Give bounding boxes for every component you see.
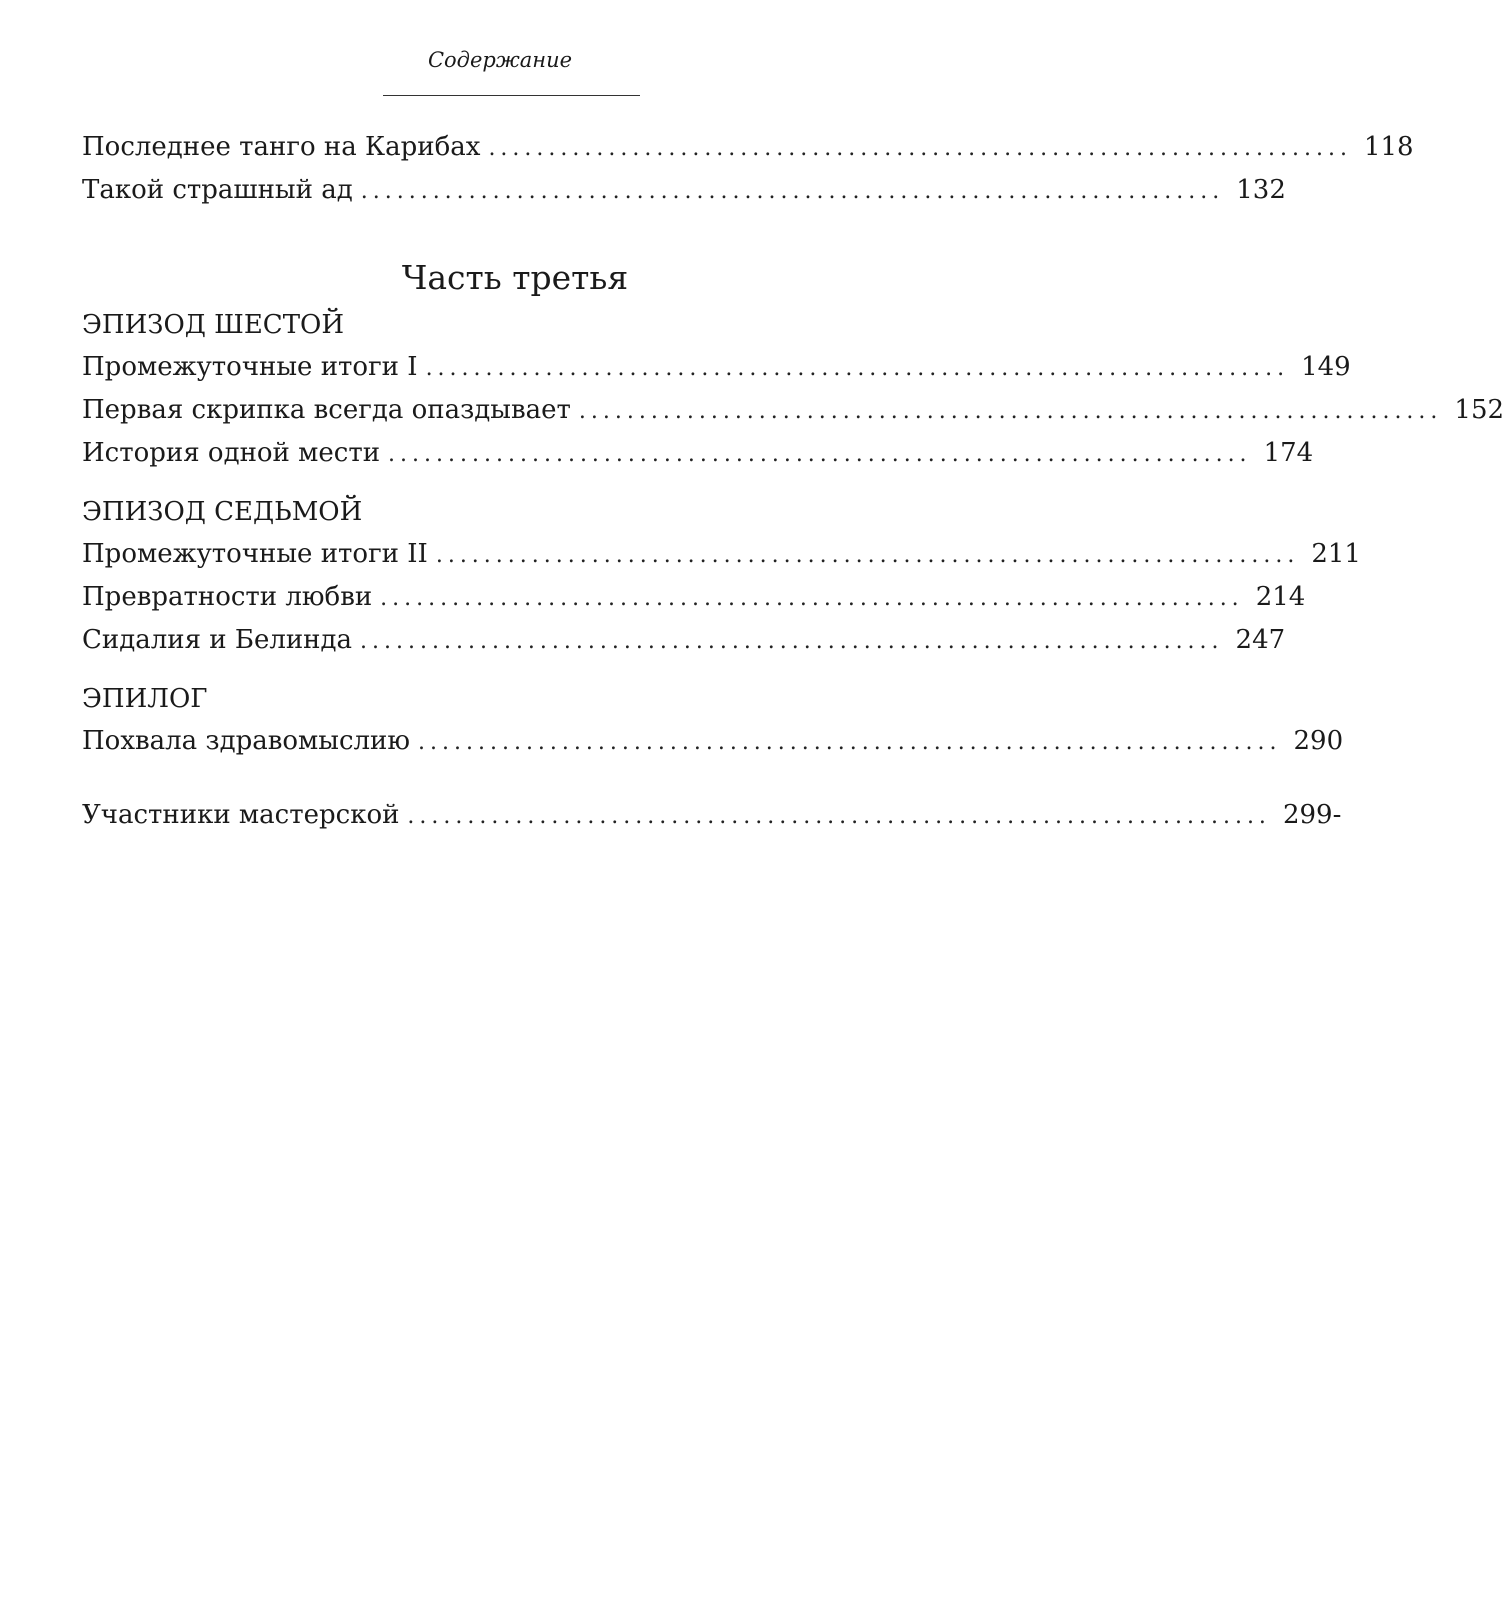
entry-title: Последнее танго на Карибах <box>82 132 481 162</box>
part-title: Часть третья <box>401 258 629 297</box>
dot-leader: ........................................................................ <box>578 399 1443 424</box>
episode-heading: ЭПИЗОД ШЕСТОЙ <box>82 310 345 340</box>
entry-title: Сидалия и Белинда <box>82 625 353 655</box>
entry-title: Похвала здравомыслию <box>82 726 410 756</box>
toc-entry <box>82 620 1286 660</box>
dot-leader: ........................................................................ <box>425 356 1290 381</box>
running-head: Содержание <box>427 48 573 72</box>
header-rule <box>383 95 640 96</box>
toc-entry <box>82 347 1351 387</box>
toc-entry-participants <box>82 795 1342 835</box>
entry-page-number: 247 <box>1235 625 1286 655</box>
entry-page-number: 290 <box>1293 726 1344 756</box>
entry-title: Участники мастерской <box>82 800 400 830</box>
toc-entry <box>82 577 1306 617</box>
dot-leader: ........................................................................ <box>407 804 1271 829</box>
dot-leader: ........................................................................ <box>388 442 1252 467</box>
toc-entry <box>82 170 1286 210</box>
entry-title: Промежуточные итоги II <box>82 539 428 569</box>
toc-entry <box>82 721 1344 761</box>
entry-page-number: 211 <box>1311 539 1361 569</box>
entry-page-number: 174 <box>1263 438 1314 468</box>
epilogue-heading: ЭПИЛОГ <box>82 684 208 714</box>
entry-title: Превратности любви <box>82 582 373 612</box>
toc-entry <box>82 534 1361 574</box>
dot-leader: ........................................................................ <box>360 179 1225 204</box>
entry-page-number: 149 <box>1301 352 1351 382</box>
dot-leader: ........................................................................ <box>488 136 1352 161</box>
episode-heading: ЭПИЗОД СЕДЬМОЙ <box>82 497 363 527</box>
toc-entry <box>82 433 1314 473</box>
toc-entry <box>82 127 1414 167</box>
toc-entry <box>82 390 1504 430</box>
entry-title: Промежуточные итоги I <box>82 352 418 382</box>
dot-leader: ........................................................................ <box>360 629 1224 654</box>
entry-page-number: 214 <box>1255 582 1306 612</box>
entry-title: Первая скрипка всегда опаздывает <box>82 395 571 425</box>
entry-page-number: 299- <box>1282 800 1342 830</box>
entry-title: История одной мести <box>82 438 381 468</box>
dot-leader: ........................................................................ <box>418 730 1282 755</box>
entry-page-number: 132 <box>1236 175 1286 205</box>
dot-leader: ........................................................................ <box>435 543 1300 568</box>
entry-page-number: 152 <box>1454 395 1504 425</box>
entry-page-number: 118 <box>1363 132 1414 162</box>
dot-leader: ........................................................................ <box>380 586 1244 611</box>
entry-title: Такой страшный ад <box>82 175 353 205</box>
